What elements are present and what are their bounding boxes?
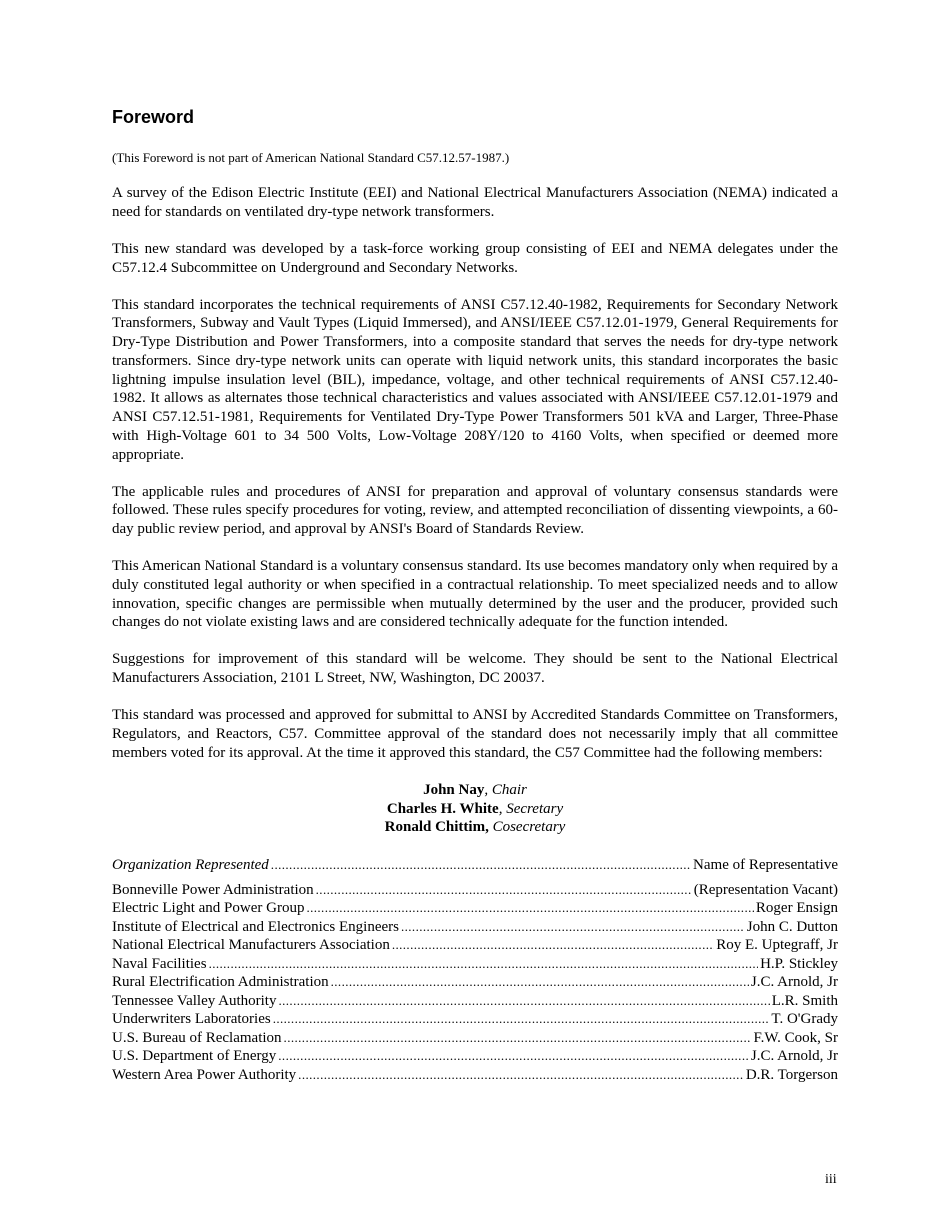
member-row (112, 918, 838, 937)
committee-officers (112, 781, 838, 837)
officer-name: Charles H. White (386, 800, 499, 817)
member-row (112, 955, 838, 974)
dot-leader (401, 918, 745, 937)
rep-column-header: Name of Representative (693, 857, 838, 874)
dot-leader (273, 1010, 770, 1029)
member-org: National Electrical Manufacturers Association (112, 937, 390, 954)
officer-cosecretary (112, 818, 838, 837)
member-row (112, 1047, 838, 1066)
member-org: Bonneville Power Administration (112, 881, 314, 898)
officer-role: Secretary (506, 800, 564, 817)
member-row (112, 1010, 838, 1029)
member-org: U.S. Bureau of Reclamation (112, 1029, 282, 1046)
member-row (112, 1066, 838, 1085)
officer-name: John Nay (423, 781, 485, 798)
member-row (112, 899, 838, 918)
members-table-header (112, 856, 838, 875)
dot-leader (209, 955, 759, 974)
officer-name: Ronald Chittim, (384, 819, 489, 836)
member-rep: F.W. Cook, Sr (753, 1029, 838, 1046)
member-rep: Roger Ensign (755, 900, 838, 917)
paragraph: Suggestions for improvement of this standard will be welcome. They should be sent to the National Electrical Manufacturers Association, 2101 L Street, NW, Washington, DC 20037. (112, 651, 838, 687)
officer-secretary (112, 800, 838, 819)
page-number: iii (825, 1172, 837, 1187)
officer-role: Chair (491, 781, 527, 798)
member-row (112, 1029, 838, 1048)
member-org: Tennessee Valley Authority (112, 992, 277, 1009)
officer-separator: , (498, 800, 507, 817)
officer-role: Cosecretary (492, 819, 566, 836)
paragraph: This standard was processed and approved for submittal to ANSI by Accredited Standards Committee on Transformers, Regulators, and Reactors, C57. Committee approval of the standard does not necessarily imply that all committee members voted for its approval. At the time it approved this standard, the C57 Committee had the following members: (112, 707, 838, 761)
member-rep: John C. Dutton (746, 918, 838, 935)
member-org: Western Area Power Authority (112, 1066, 297, 1083)
member-org: Electric Light and Power Group (112, 900, 305, 917)
dot-leader (284, 1029, 752, 1048)
member-row (112, 992, 838, 1011)
member-row (112, 881, 838, 900)
member-org: Underwriters Laboratories (112, 1011, 271, 1028)
member-rep: L.R. Smith (771, 992, 838, 1009)
member-rep: Roy E. Uptegraff, Jr (716, 937, 838, 954)
member-org: Institute of Electrical and Electronics Engineers (112, 918, 399, 935)
page-title: Foreword (112, 107, 195, 127)
member-rep: H.P. Stickley (760, 955, 838, 972)
member-rep: T. O'Grady (771, 1011, 838, 1028)
member-rep: J.C. Arnold, Jr (750, 974, 838, 991)
member-row (112, 936, 838, 955)
paragraph: The applicable rules and procedures of ANSI for preparation and approval of voluntary consensus standards were followed. These rules specify procedures for voting, review, and attempted reconciliation of dissenting viewpoints, a 60-day public review period, and approval by ANSI's Board of Standards Review. (112, 483, 838, 538)
dot-leader (271, 856, 691, 875)
member-rep: (Representation Vacant) (693, 881, 838, 898)
foreword-note: (This Foreword is not part of American National Standard C57.12.57-1987.) (112, 150, 510, 165)
paragraph: This standard incorporates the technical requirements of ANSI C57.12.40-1982, Requirements for Secondary Network Transformers, Subway and Vault Types (Liquid Immersed), and ANSI/IEEE C57.12.01-1979, General Requirements for Dry-Type Distribution and Power Transformers, into a composite standard that serves the needs for dry-type network transformers. Since dry-type network units can operate with liquid network units, this standard incorporates the basic lightning impulse insulation level (BIL), impedance, voltage, and other technical requirements of ANSI C57.12.40-1982. It allows as alternates those technical characteristics and values associated with ANSI/IEEE C57.12.01-1979 and ANSI C57.12.51-1981, Requirements for Ventilated Dry-Type Power Transformers 501 kVA and Larger, Three-Phase with High-Voltage 601 to 34 500 Volts, Low-Voltage 208Y/120 to 4160 Volts, when specified or deemed more appropriate. (112, 296, 838, 463)
org-column-header: Organization Represented (112, 857, 269, 874)
dot-leader (278, 1047, 749, 1066)
officer-chair (112, 781, 838, 800)
dot-leader (392, 936, 714, 955)
members-table (112, 881, 838, 1085)
member-rep: D.R. Torgerson (745, 1066, 838, 1083)
member-row (112, 973, 838, 992)
paragraph: This new standard was developed by a task-force working group consisting of EEI and NEMA delegates under the C57.12.4 Subcommittee on Underground and Secondary Networks. (112, 240, 838, 276)
member-org: Naval Facilities (112, 955, 207, 972)
dot-leader (278, 992, 769, 1011)
paragraph: A survey of the Edison Electric Institute (EEI) and National Electrical Manufacturers Association (NEMA) indicated a need for standards on ventilated dry-type network transformers. (112, 185, 838, 220)
paragraph: This American National Standard is a voluntary consensus standard. Its use becomes mandatory only when required by a duly constituted legal authority or when specified in a contractual relationship. To meet specialized needs and to allow innovation, specific changes are permissible when mutually determined by the user and the producer, provided such changes do not violate existing laws and are considered technically adequate for the function intended. (112, 558, 838, 631)
foreword-body (112, 184, 838, 1084)
member-org: Rural Electrification Administration (112, 974, 329, 991)
dot-leader (316, 881, 692, 900)
dot-leader (331, 973, 749, 992)
officer-separator: , (484, 781, 492, 798)
member-rep: J.C. Arnold, Jr (750, 1048, 838, 1065)
member-org: U.S. Department of Energy (112, 1048, 277, 1065)
dot-leader (298, 1066, 744, 1085)
dot-leader (306, 899, 753, 918)
